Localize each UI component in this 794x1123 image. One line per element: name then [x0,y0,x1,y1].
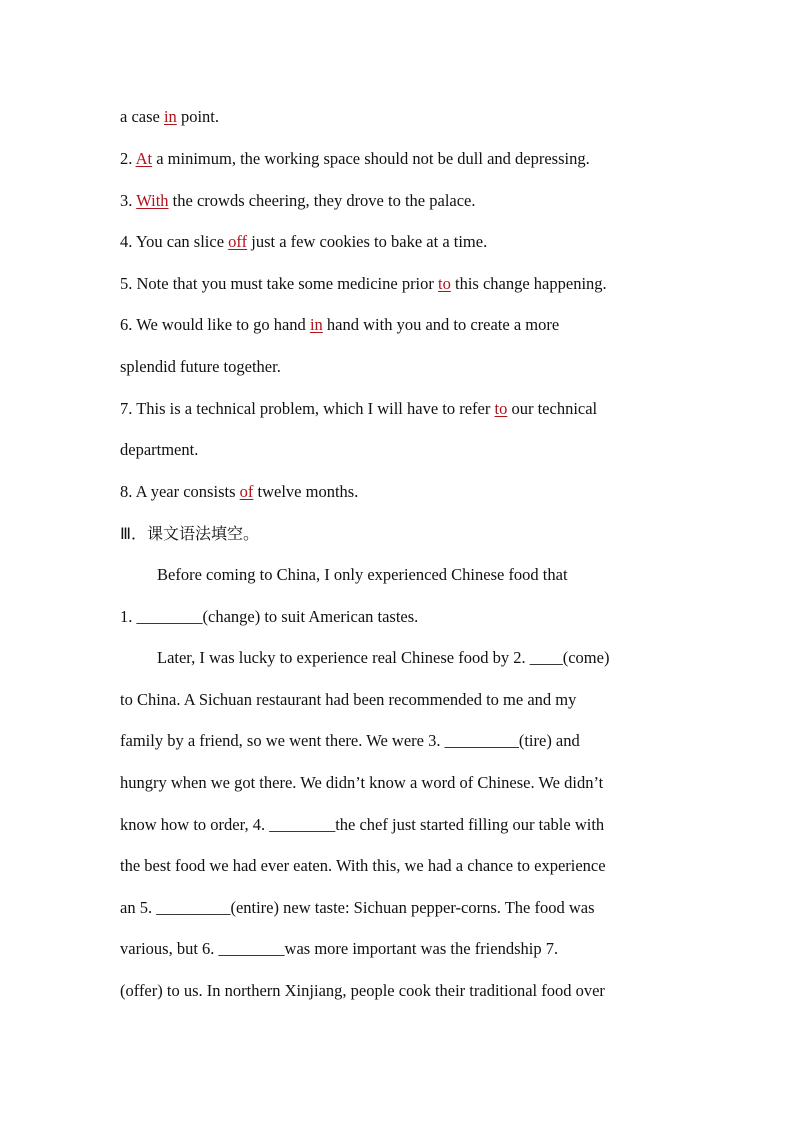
line-text: this change happening. [450,274,607,293]
line-text: 8. A year consists [120,482,240,501]
passage-line-1: Before coming to China, I only experienced Chinese food that [157,565,568,584]
passage-line-8: the best food we had ever eaten. With this, we had a chance to experience [120,856,606,875]
passage-line-4: to China. A Sichuan restaurant had been recommended to me and my [120,690,577,709]
answer-line-8 [120,481,674,503]
line-text: our technical [507,399,598,418]
line-text: twelve months. [253,482,359,501]
line-text: splendid future together. [120,357,281,376]
answer-word: of [239,482,254,501]
line-text: department. [120,440,199,459]
answer-word: With [136,191,169,210]
answer-line-4 [120,231,674,253]
answer-word: in [309,315,323,334]
passage-line-2: 1. ________(change) to suit American tastes. [120,607,419,626]
passage-line-9: an 5. _________(entire) new taste: Sichuan pepper-corns. The food was [120,898,595,917]
passage-line-5: family by a friend, so we went there. We were 3. _________(tire) and [120,731,580,750]
answer-line-6 [120,314,674,336]
line-text: 3. [120,191,137,210]
answer-line-7-cont [120,439,674,461]
passage-line-6: hungry when we got there. We didn’t know a word of Chinese. We didn’t [120,773,604,792]
answer-word: At [135,149,153,168]
line-text: a case [120,107,164,126]
answer-line-7 [120,398,674,420]
answer-line-6-cont [120,356,674,378]
answer-word: to [494,399,508,418]
line-text: 5. Note that you must take some medicine prior [120,274,439,293]
passage-line-3: Later, I was lucky to experience real Chinese food by 2. ____(come) [157,648,610,667]
line-text: point. [176,107,219,126]
line-text: 7. This is a technical problem, which I will have to refer [120,399,495,418]
line-text: 4. You can slice [120,232,229,251]
line-text: 6. We would like to go hand [120,315,310,334]
line-text: the crowds cheering, they drove to the palace. [168,191,476,210]
line-text: just a few cookies to bake at a time. [247,232,488,251]
line-text: a minimum, the working space should not be dull and depressing. [152,149,590,168]
passage-line-7: know how to order, 4. ________the chef just started filling our table with [120,815,605,834]
passage-line-11: (offer) to us. In northern Xinjiang, people cook their traditional food over [120,981,605,1000]
answer-line-5 [120,273,674,295]
passage-line-10: various, but 6. ________was more important was the friendship 7. [120,939,559,958]
answer-line-1 [120,106,674,128]
answer-word: off [228,232,248,251]
line-text: 2. [120,149,136,168]
answer-line-2 [120,148,674,170]
answer-line-3 [120,190,674,212]
line-text: hand with you and to create a more [322,315,560,334]
answer-word: to [438,274,451,293]
answer-word: in [163,107,177,126]
section-heading: Ⅲ．课文语法填空。 [120,524,260,543]
